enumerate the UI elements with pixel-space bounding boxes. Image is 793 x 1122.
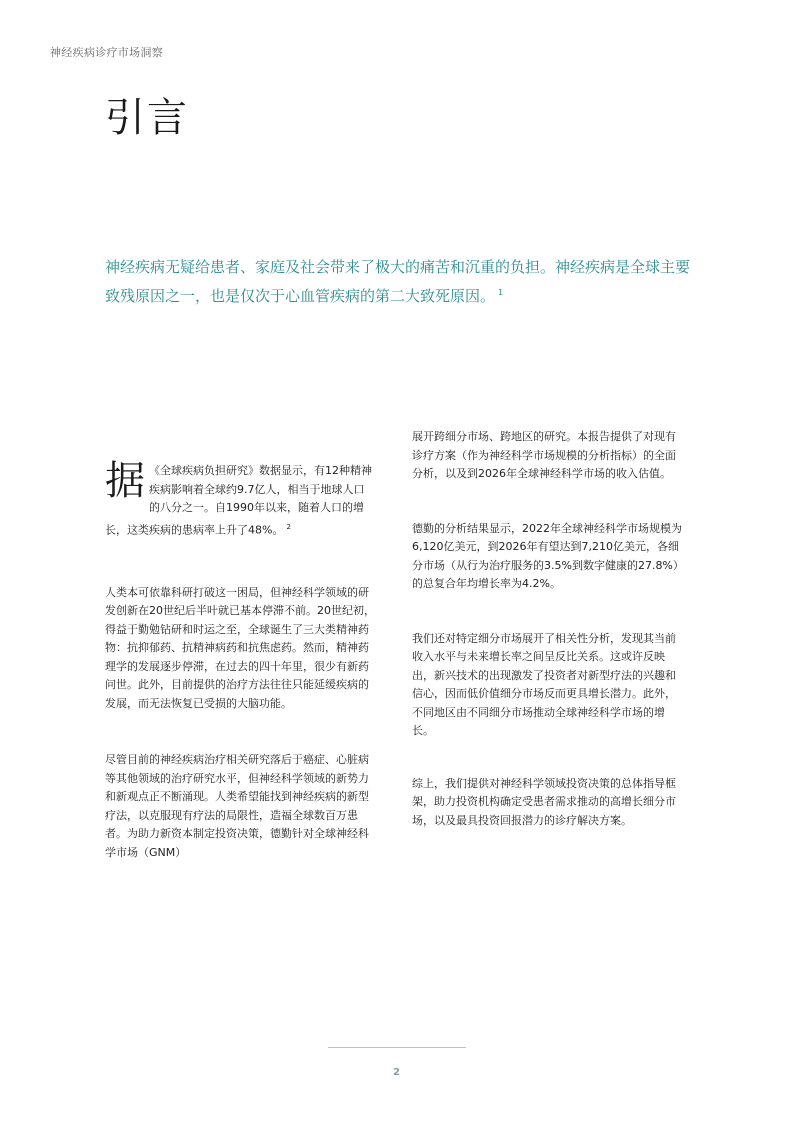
dropcap: 据	[105, 458, 145, 504]
footer-divider	[328, 1047, 466, 1048]
left-paragraph-2: 人类本可依靠科研打破这一困局，但神经科学领域的研发创新在20世纪后半叶就已基本停滞不前。20世纪初，得益于勤勉钻研和时运之至，全球诞生了三大类精神药物：抗抑郁药、抗精神病药和抗焦虑药。然而，精神药理学的发展逐步停滞，在过去的四十年里，很少有新药问世。此外，目前提供的治疗方法往往只能延缓疾病的发展，而无法恢复已受损的大脑功能。	[105, 585, 375, 710]
left-column	[105, 440, 375, 862]
left-paragraph-1-text: 《全球疾病负担研究》数据显示，有12种精神疾病影响着全球约9.7亿人，相当于地球人口的八分之一。自1990年以来，随着人口的增长，这类疾病的患病率上升了48%。	[105, 464, 372, 537]
left-footnote-ref[interactable]: 2	[286, 522, 291, 531]
intro-footnote-ref[interactable]: 1	[498, 288, 504, 297]
left-paragraph-1	[105, 440, 375, 540]
right-paragraph-1: 展开跨细分市场、跨地区的研究。本报告提供了对现有诊疗方案（作为神经科学市场规模的分析指标）的全面分析，以及到2026年全球神经科学市场的收入估值。	[412, 430, 676, 480]
right-paragraph-3: 我们还对特定细分市场展开了相关性分析，发现其当前收入水平与未来增长率之间呈反比关系。这或许反映出，新兴技术的出现激发了投资者对新型疗法的兴趣和信心，因而低价值细分市场反而更具增长潜力。此外，不同地区由不同细分市场推动全球神经科学市场的增长。	[412, 631, 676, 737]
intro-text: 神经疾病无疑给患者、家庭及社会带来了极大的痛苦和沉重的负担。神经疾病是全球主要致残原因之一，也是仅次于心血管疾病的第二大致死原因。	[105, 258, 691, 305]
right-paragraph-2: 德勤的分析结果显示，2022年全球神经科学市场规模为6,120亿美元，到2026年有望达到7,210亿美元，各细分市场（从行为治疗服务的3.5%到数字健康的27.8%）的总复合年均增长率为4.2%。	[412, 521, 682, 590]
page-title: 引言	[105, 95, 189, 141]
page-number: 2	[393, 1067, 400, 1078]
right-paragraph-4: 综上，我们提供对神经科学领域投资决策的总体指导框架，助力投资机构确定受患者需求推动的高增长细分市场，以及最具投资回报潜力的诊疗解决方案。	[412, 776, 676, 827]
right-column	[412, 428, 682, 830]
left-paragraph-3: 尽管目前的神经疾病治疗相关研究落后于癌症、心脏病等其他领域的治疗研究水平，但神经科学领域的新势力和新观点正不断涌现。人类希望能找到神经疾病的新型疗法，以克服现有疗法的局限性，造福全球数百万患者。为助力新资本制定投资决策，德勤针对全球神经科学市场（GNM）	[105, 753, 369, 859]
intro-paragraph	[105, 254, 695, 309]
running-header: 神经疾病诊疗市场洞察	[50, 46, 163, 59]
